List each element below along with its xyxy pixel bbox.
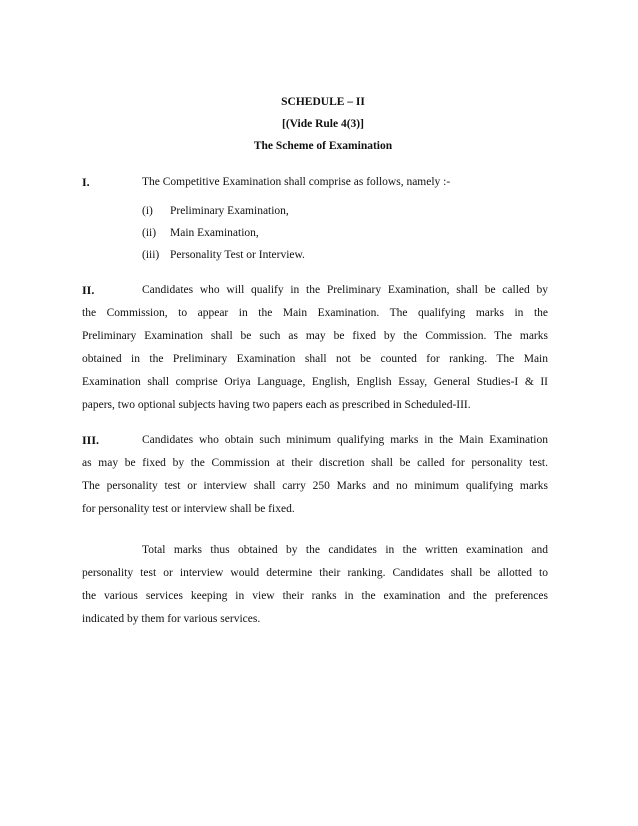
section-1-number: I. <box>82 175 90 189</box>
paragraph-line: Candidates who obtain such minimum qualifying marks in the Main Examination <box>142 434 548 446</box>
section-1-intro: The Competitive Examination shall comprise as follows, namely :- <box>142 176 451 188</box>
paragraph-line: for personality test or interview shall be fixed. <box>82 503 295 515</box>
paragraph-line: as may be fixed by the Commission at their discretion shall be called for personality test. <box>82 457 548 469</box>
section-2-number: II. <box>82 283 95 297</box>
list-item-number: (iii) <box>142 249 160 261</box>
paragraph-line: Candidates who will qualify in the Preliminary Examination, shall be called by <box>142 284 548 296</box>
rule-reference: [(Vide Rule 4(3)] <box>282 118 364 130</box>
paragraph-line: Total marks thus obtained by the candidates in the written examination and <box>142 544 548 556</box>
paragraph-line: The personality test or interview shall carry 250 Marks and no minimum qualifying marks <box>82 480 548 492</box>
paragraph-line: papers, two optional subjects having two papers each as prescribed in Scheduled-III. <box>82 399 471 411</box>
paragraph-line: the various services keeping in view their ranks in the examination and the preferences <box>82 590 548 602</box>
paragraph-line: indicated by them for various services. <box>82 613 261 625</box>
list-item-number: (i) <box>142 205 153 217</box>
scheme-title: The Scheme of Examination <box>253 140 393 152</box>
schedule-title: SCHEDULE – II <box>281 96 365 108</box>
list-item-text: Main Examination, <box>170 227 259 239</box>
paragraph-line: obtained in the Preliminary Examination shall not be counted for ranking. The Main <box>82 353 548 365</box>
list-item-text: Preliminary Examination, <box>170 205 289 217</box>
paragraph-line: the Commission, to appear in the Main Examination. The qualifying marks in the <box>82 307 548 319</box>
paragraph-line: Preliminary Examination shall be such as may be fixed by the Commission. The marks <box>82 330 548 342</box>
section-3-number: III. <box>82 433 100 447</box>
paragraph-line: Examination shall comprise Oriya Language, English, English Essay, General Studies-I & II <box>82 376 548 388</box>
list-item-text: Personality Test or Interview. <box>170 249 305 261</box>
list-item-number: (ii) <box>142 227 157 239</box>
paragraph-line: personality test or interview would determine their ranking. Candidates shall be allotted to <box>82 567 548 579</box>
